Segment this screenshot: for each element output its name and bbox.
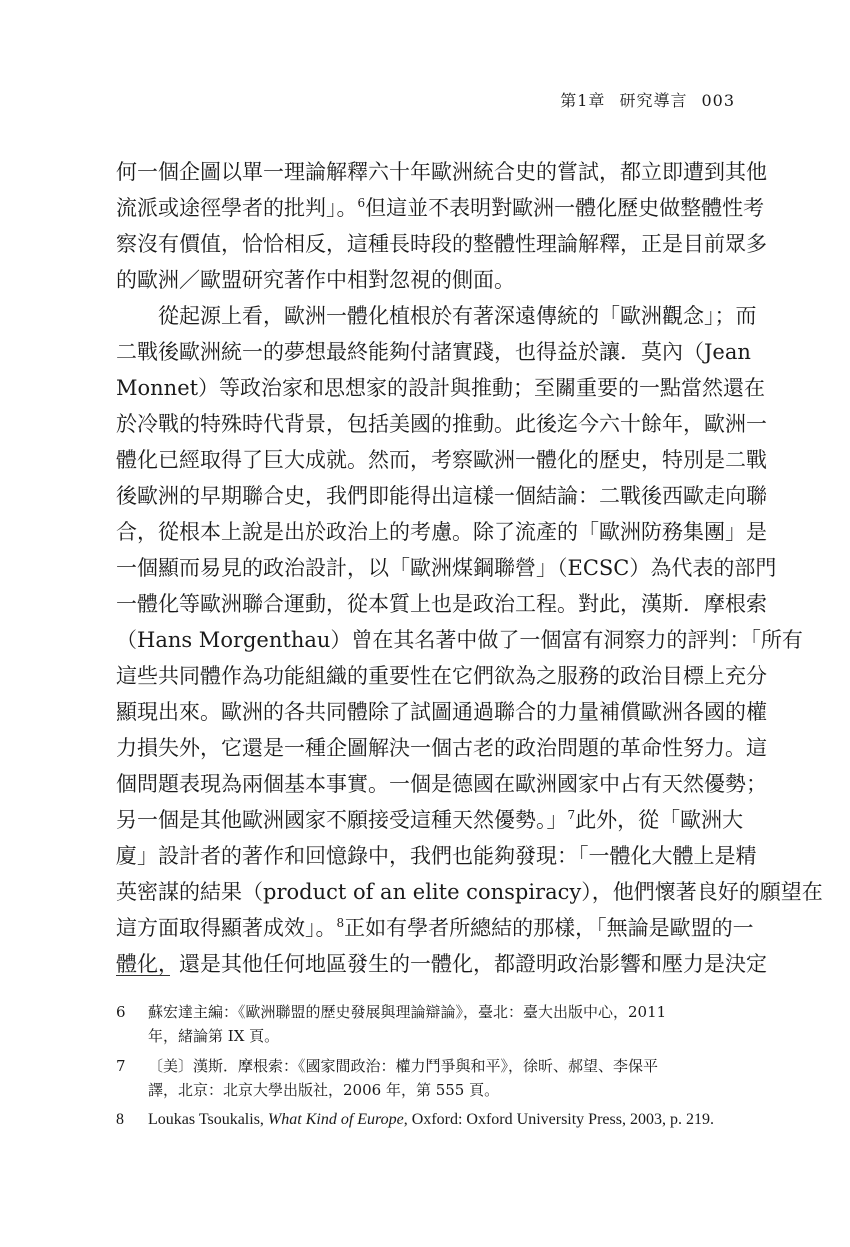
page-number: 003 <box>701 91 735 110</box>
running-header <box>560 88 735 111</box>
text-line: 這些共同體作為功能組織的重要性在它們欲為之服務的政治目標上充分 <box>116 664 767 688</box>
footnote-ref-6[interactable]: 6 <box>357 196 366 210</box>
text-line: 何一個企圖以單一理論解釋六十年歐洲統合史的嘗試，都立即遭到其他 <box>116 160 767 184</box>
footnote-8 <box>116 1108 738 1132</box>
footnote-line: 年，緒論第 IX 頁。 <box>148 1027 280 1045</box>
text-line: 廈」設計者的著作和回憶錄中，我們也能夠發現：「一體化大體上是精 <box>116 844 757 868</box>
chapter-title: 研究導言 <box>619 91 688 110</box>
text-line: 顯現出來。歐洲的各共同體除了試圖通過聯合的力量補償歐洲各國的權 <box>116 700 767 724</box>
text-line: 後歐洲的早期聯合史，我們即能得出這樣一個結論：二戰後西歐走向聯 <box>116 484 767 508</box>
text-line: 英密謀的結果（product of an elite conspiracy），他們懷著良好的願望在 <box>116 880 823 904</box>
footnotes <box>116 1000 738 1138</box>
footnote-line: 蘇宏達主編：《歐洲聯盟的歷史發展與理論辯論》，臺北：臺大出版中心，2011 <box>148 1003 667 1021</box>
footnote-7 <box>116 1054 738 1102</box>
body-text <box>116 154 823 982</box>
text-line: 的歐洲／歐盟研究著作中相對忽視的側面。 <box>116 268 515 292</box>
footnote-6 <box>116 1000 738 1048</box>
footnote-divider <box>116 975 170 976</box>
text-line: Monnet）等政治家和思想家的設計與推動；至關重要的一點當然還在 <box>116 376 766 400</box>
text-line: 流派或途徑學者的批判」。$^6$但這並不表明對歐洲一體化歷史做整體性考 <box>116 196 765 220</box>
text-line: 合，從根本上說是出於政治上的考慮。除了流產的「歐洲防務集團」是 <box>116 520 767 544</box>
text-line: 這方面取得顯著成效」。$^8$正如有學者所總結的那樣，「無論是歐盟的一 <box>116 916 754 940</box>
footnote-line: 〔美〕漢斯．摩根索：《國家間政治：權力鬥爭與和平》，徐昕、郝望、李保平 <box>148 1057 659 1075</box>
footnote-book-title: What Kind of Europe <box>267 1111 404 1128</box>
text-line: 從起源上看，歐洲一體化植根於有著深遠傳統的「歐洲觀念」；而 <box>158 304 757 328</box>
footnote-ref-8[interactable]: 8 <box>336 916 345 930</box>
text-line: 察沒有價值，恰恰相反，這種長時段的整體性理論解釋，正是目前眾多 <box>116 232 767 256</box>
text-line: 二戰後歐洲統一的夢想最終能夠付諸實踐，也得益於讓．莫內（Jean <box>116 340 751 364</box>
text-line: 個問題表現為兩個基本事實。一個是德國在歐洲國家中占有天然優勢； <box>116 772 767 796</box>
footnote-ref-7[interactable]: 7 <box>567 808 576 822</box>
text-line: 一體化等歐洲聯合運動，從本質上也是政治工程。對此，漢斯．摩根索 <box>116 592 767 616</box>
footnote-number: 8 <box>116 1111 124 1128</box>
text-line: 一個顯而易見的政治設計，以「歐洲煤鋼聯營」（ECSC）為代表的部門 <box>116 556 777 580</box>
text-line: 體化已經取得了巨大成就。然而，考察歐洲一體化的歷史，特別是二戰 <box>116 448 767 472</box>
text-line: 另一個是其他歐洲國家不願接受這種天然優勢。」$^7$此外，從「歐洲大 <box>116 808 744 832</box>
footnote-author: Loukas Tsoukalis, <box>148 1111 268 1128</box>
footnote-number: 7 <box>116 1057 126 1075</box>
chapter-label: 第1章 <box>560 91 606 110</box>
text-line: 力損失外，它還是一種企圖解決一個古老的政治問題的革命性努力。這 <box>116 736 767 760</box>
footnote-line: 譯，北京：北京大學出版社，2006 年，第 555 頁。 <box>148 1081 500 1099</box>
text-line: （Hans Morgenthau）曾在其名著中做了一個富有洞察力的評判：「所有 <box>116 628 803 652</box>
footnote-number: 6 <box>116 1003 126 1021</box>
text-line: 體化，還是其他任何地區發生的一體化，都證明政治影響和壓力是決定 <box>116 952 767 976</box>
text-line: 於冷戰的特殊時代背景，包括美國的推動。此後迄今六十餘年，歐洲一 <box>116 412 767 436</box>
footnote-publication: , Oxford: Oxford University Press, 2003, p. 219. <box>403 1111 714 1128</box>
